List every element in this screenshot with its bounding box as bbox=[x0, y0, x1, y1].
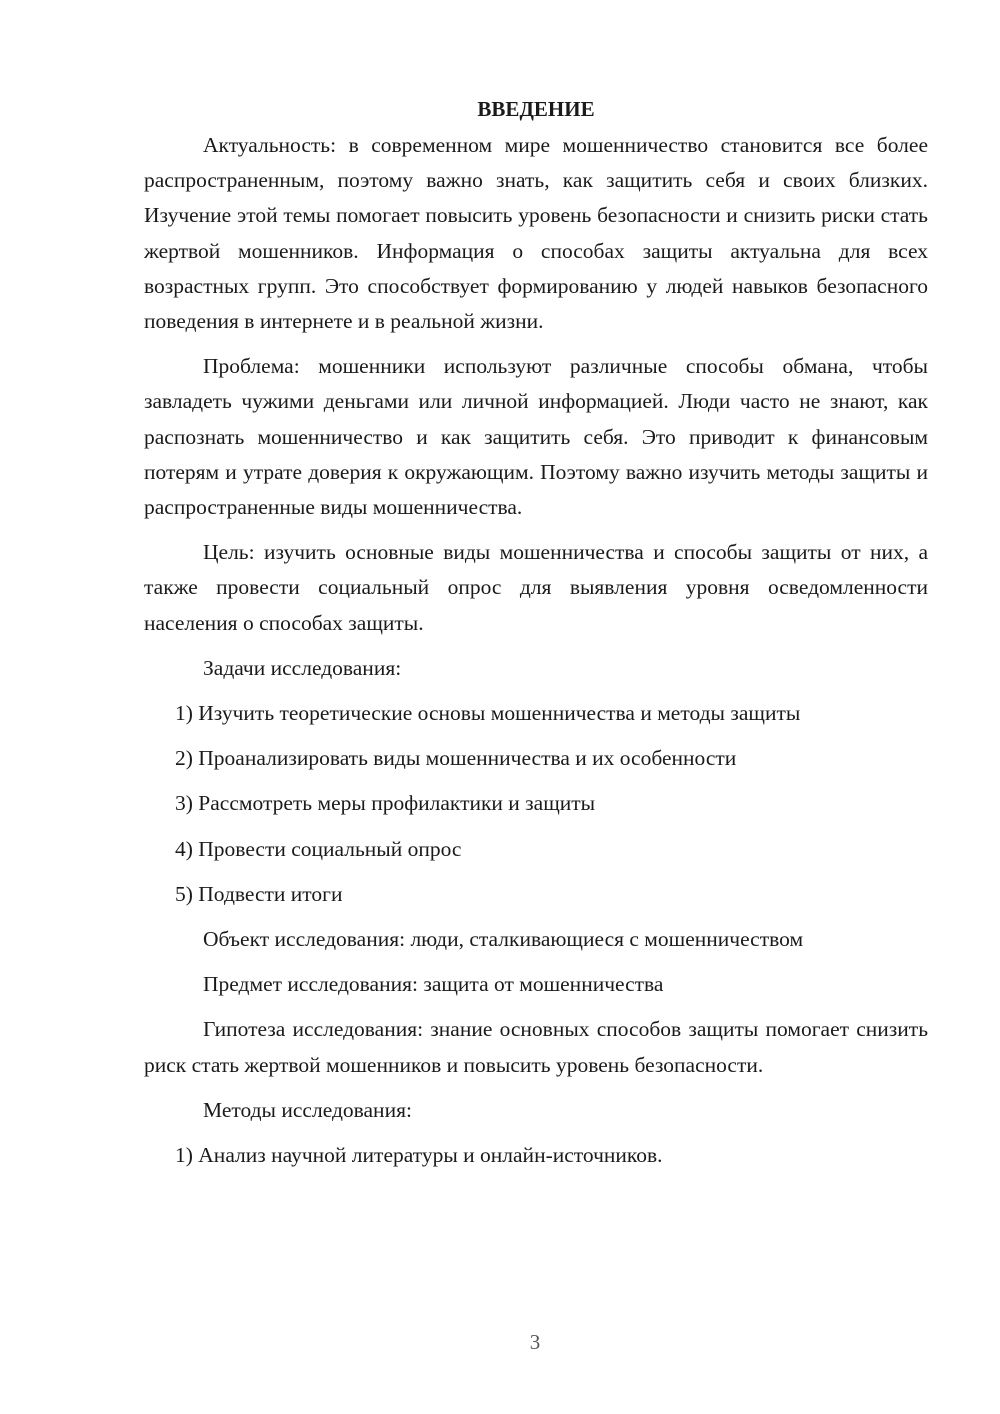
relevance-paragraph: Актуальность: в современном мире мошенничество становится все более распространенным, поэтому важно знать, как защитить себя и своих близких. Изучение этой темы помогает повысить уровень безопасности и снизить риски стать жертвой мошенников. Информация о способах защиты актуальна для всех возрастных групп. Это способствует формированию у людей навыков безопасного поведения в интернете и в реальной жизни. bbox=[144, 133, 928, 334]
method-item: 1) Анализ научной литературы и онлайн-источников. bbox=[175, 1143, 663, 1168]
tasks-list bbox=[144, 696, 928, 912]
methods-list bbox=[144, 1138, 928, 1173]
object-paragraph: Объект исследования: люди, сталкивающиеся с мошенничеством bbox=[203, 927, 804, 952]
task-item: 1) Изучить теоретические основы мошенничества и методы защиты bbox=[175, 701, 801, 726]
task-item: 5) Подвести итоги bbox=[175, 881, 343, 906]
subject-paragraph: Предмет исследования: защита от мошенничества bbox=[203, 972, 664, 997]
document-page bbox=[144, 92, 928, 1173]
task-item: 4) Провести социальный опрос bbox=[175, 836, 462, 861]
page-number: 3 bbox=[529, 1330, 541, 1354]
hypothesis-paragraph: Гипотеза исследования: знание основных способов защиты помогает снизить риск стать жертвой мошенников и повысить уровень безопасности. bbox=[144, 1017, 928, 1077]
section-heading: ВВЕДЕНИЕ bbox=[477, 97, 595, 121]
goal-paragraph: Цель: изучить основные виды мошенничества и способы защиты от них, а также провести социальный опрос для выявления уровня осведомленности населения о способах защиты. bbox=[144, 540, 928, 635]
task-item: 3) Рассмотреть меры профилактики и защиты bbox=[175, 791, 596, 816]
methods-heading: Методы исследования: bbox=[203, 1097, 412, 1122]
tasks-heading: Задачи исследования: bbox=[203, 655, 402, 680]
task-item: 2) Проанализировать виды мошенничества и их особенности bbox=[175, 746, 737, 771]
problem-paragraph: Проблема: мошенники используют различные способы обмана, чтобы завладеть чужими деньгами или личной информацией. Люди часто не знают, как распознать мошенничество и как защитить себя. Это приводит к финансовым потерям и утрате доверия к окружающим. Поэтому важно изучить методы защиты и распространенные виды мошенничества. bbox=[144, 354, 928, 520]
